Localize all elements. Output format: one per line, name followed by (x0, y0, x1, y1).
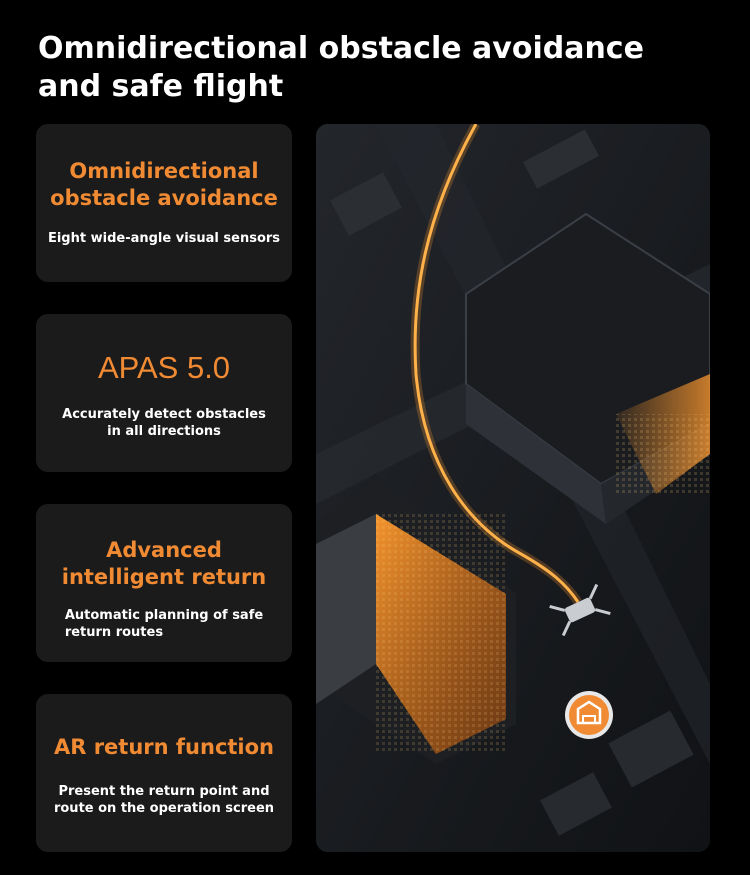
feature-description: Accurately detect obstacles in all directions (62, 407, 266, 439)
feature-title: AR return function (53, 735, 275, 759)
aerial-city-image (316, 124, 710, 852)
aerial-scene (316, 124, 710, 852)
feature-description: Eight wide-angle visual sensors (47, 231, 281, 246)
feature-card-intelligent-return (36, 504, 292, 662)
page-title (38, 30, 718, 106)
feature-title: Advanced intelligent return (61, 538, 267, 589)
feature-description: Automatic planning of safe return routes (64, 608, 264, 640)
home-point-icon (565, 691, 613, 739)
feature-card-apas (36, 314, 292, 472)
feature-title: Omnidirectional obstacle avoidance (50, 159, 278, 210)
page-title-line-1: Omnidirectional obstacle avoidance (38, 31, 644, 66)
feature-title: APAS 5.0 (97, 350, 231, 385)
page-title-line-2: and safe flight (38, 69, 284, 104)
feature-card-ar-return (36, 694, 292, 852)
feature-card-omnidirectional (36, 124, 292, 282)
feature-description: Present the return point and route on the operation screen (53, 784, 275, 816)
